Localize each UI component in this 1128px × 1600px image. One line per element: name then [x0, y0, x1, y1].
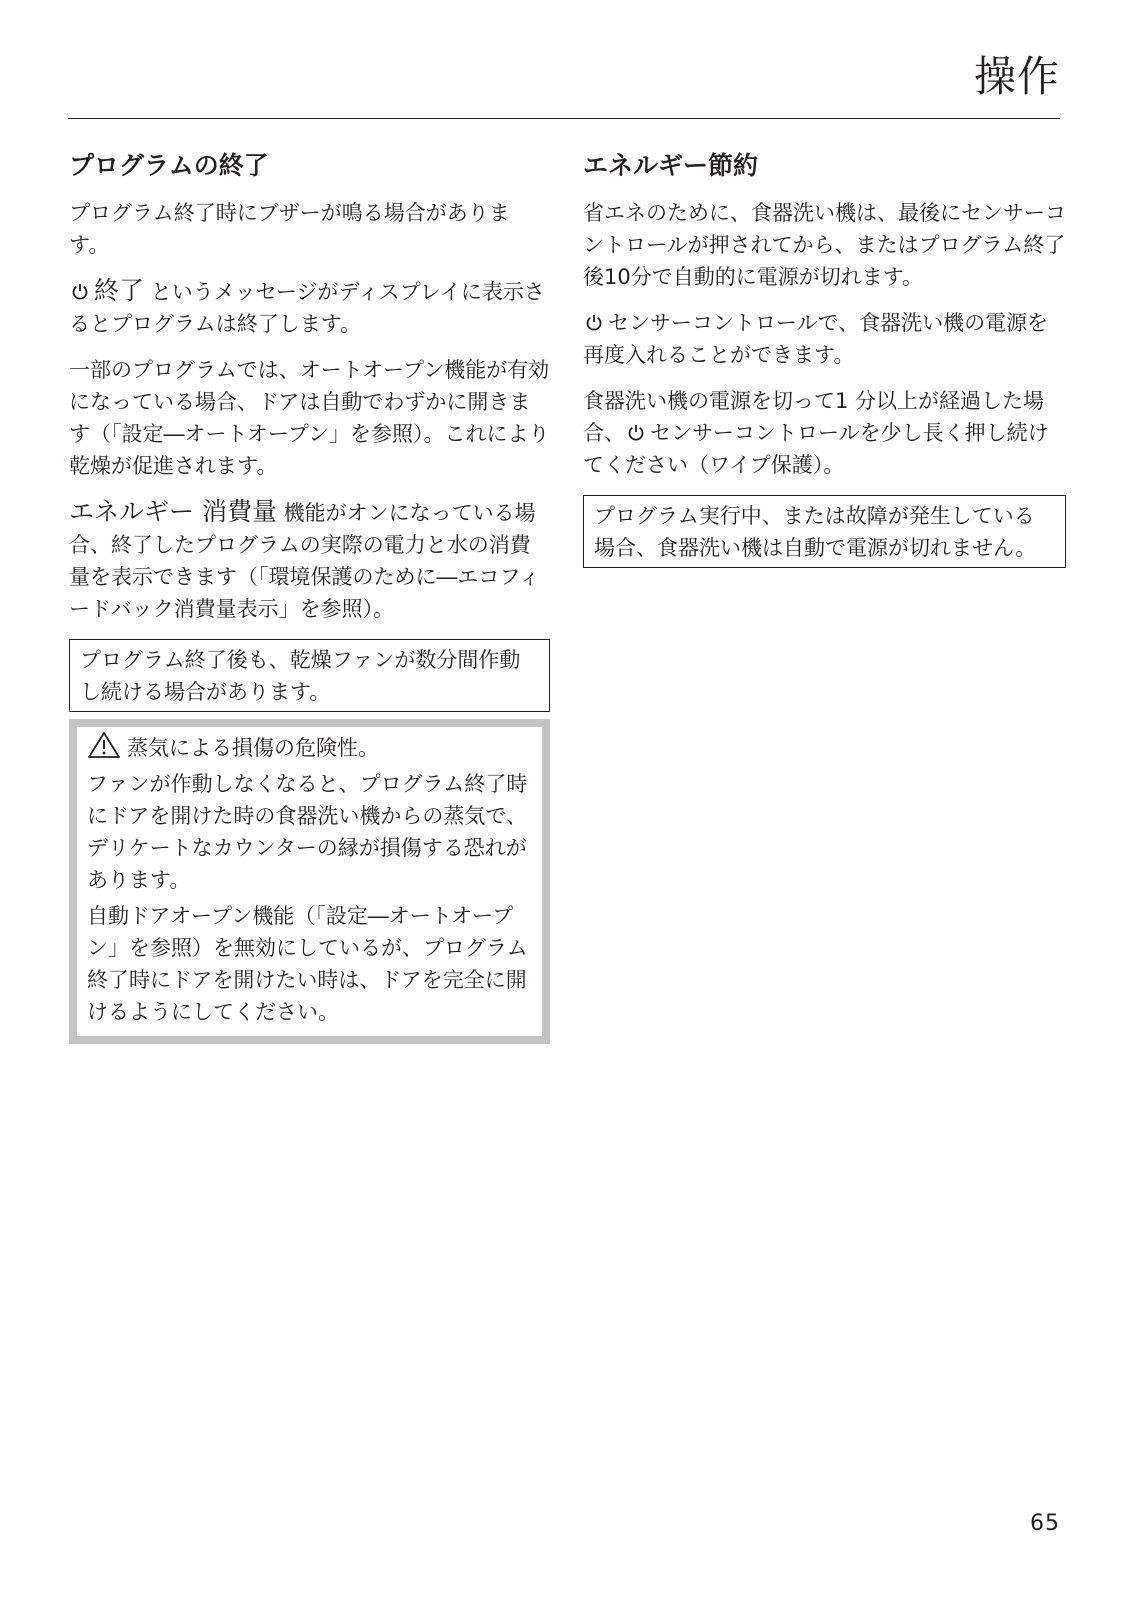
energy-consumption-paragraph [69, 496, 550, 625]
program-end-heading: プログラムの終了 [69, 151, 269, 180]
power-icon [627, 424, 645, 442]
header-divider [68, 118, 1060, 119]
steam-warning-title-line [87, 731, 532, 764]
left-column [69, 150, 550, 1044]
right-column [583, 150, 1066, 575]
power-icon [585, 314, 603, 332]
wipe-protection-text-b: センサーコントロールを少し長く押し続けてください（ワイプ保護）。 [583, 420, 1049, 477]
steam-warning-title: 蒸気による損傷の危険性。 [127, 735, 379, 760]
auto-open-paragraph: 一部のプログラムでは、オートオープン機能が有効になっている場合、ドアは自動でわずかに開きます（「設定―オートオープン」を参照）。これにより乾燥が促進されます。 [69, 357, 550, 478]
drying-fan-note [69, 639, 550, 712]
power-icon [71, 283, 89, 301]
energy-consumption-term: エネルギー 消費量 [69, 496, 277, 526]
wipe-protection-text-a: 食器洗い機の電源を切って1 分以上が経過した場合、 [583, 388, 1045, 445]
auto-power-off-paragraph: 省エネのために、食器洗い機は、最後にセンサーコントロールが押されてから、またはプログラム終了後10分で自動的に電源が切れます。 [583, 200, 1066, 289]
power-off-exception-note [583, 495, 1066, 568]
end-message-paragraph [69, 275, 550, 340]
drying-fan-note-text: プログラム終了後も、乾燥ファンが数分間作動し続ける場合があります。 [80, 647, 521, 704]
steam-warning-box [69, 719, 550, 1044]
power-on-paragraph [583, 307, 1066, 371]
wipe-protection-paragraph [583, 385, 1066, 481]
page-number: 65 [1030, 1511, 1060, 1536]
steam-warning-content [77, 727, 542, 1036]
energy-saving-heading: エネルギー節約 [583, 151, 759, 180]
warning-triangle-icon [87, 731, 121, 759]
buzzer-paragraph: プログラム終了時にブザーが鳴る場合があります。 [69, 200, 510, 257]
end-message-text: というメッセージがディスプレイに表示さるとプログラムは終了します。 [69, 279, 545, 336]
steam-warning-paragraph-2: 自動ドアオープン機能（「設定―オートオープン」を参照）を無効にしているが、プログラム終了時にドアを開けたい時は、ドアを完全に開けるようにしてください。 [87, 903, 528, 1024]
page-section-title: 操作 [973, 52, 1060, 101]
energy-consumption-text: 機能がオンになっている場合、終了したプログラムの実際の電力と水の消費量を表示できます（「環境保護のために―エコフィードバック消費量表示」を参照）。 [69, 500, 540, 621]
power-off-exception-note-text: プログラム実行中、または故障が発生している場合、食器洗い機は自動で電源が切れません。 [594, 503, 1037, 560]
end-display-term: 終了 [94, 275, 145, 305]
steam-warning-paragraph-1: ファンが作動しなくなると、プログラム終了時にドアを開けた時の食器洗い機からの蒸気で、デリケートなカウンターの縁が損傷する恐れがあります。 [87, 771, 528, 892]
power-on-text: センサーコントロールで、食器洗い機の電源を再度入れることができます。 [583, 310, 1049, 367]
